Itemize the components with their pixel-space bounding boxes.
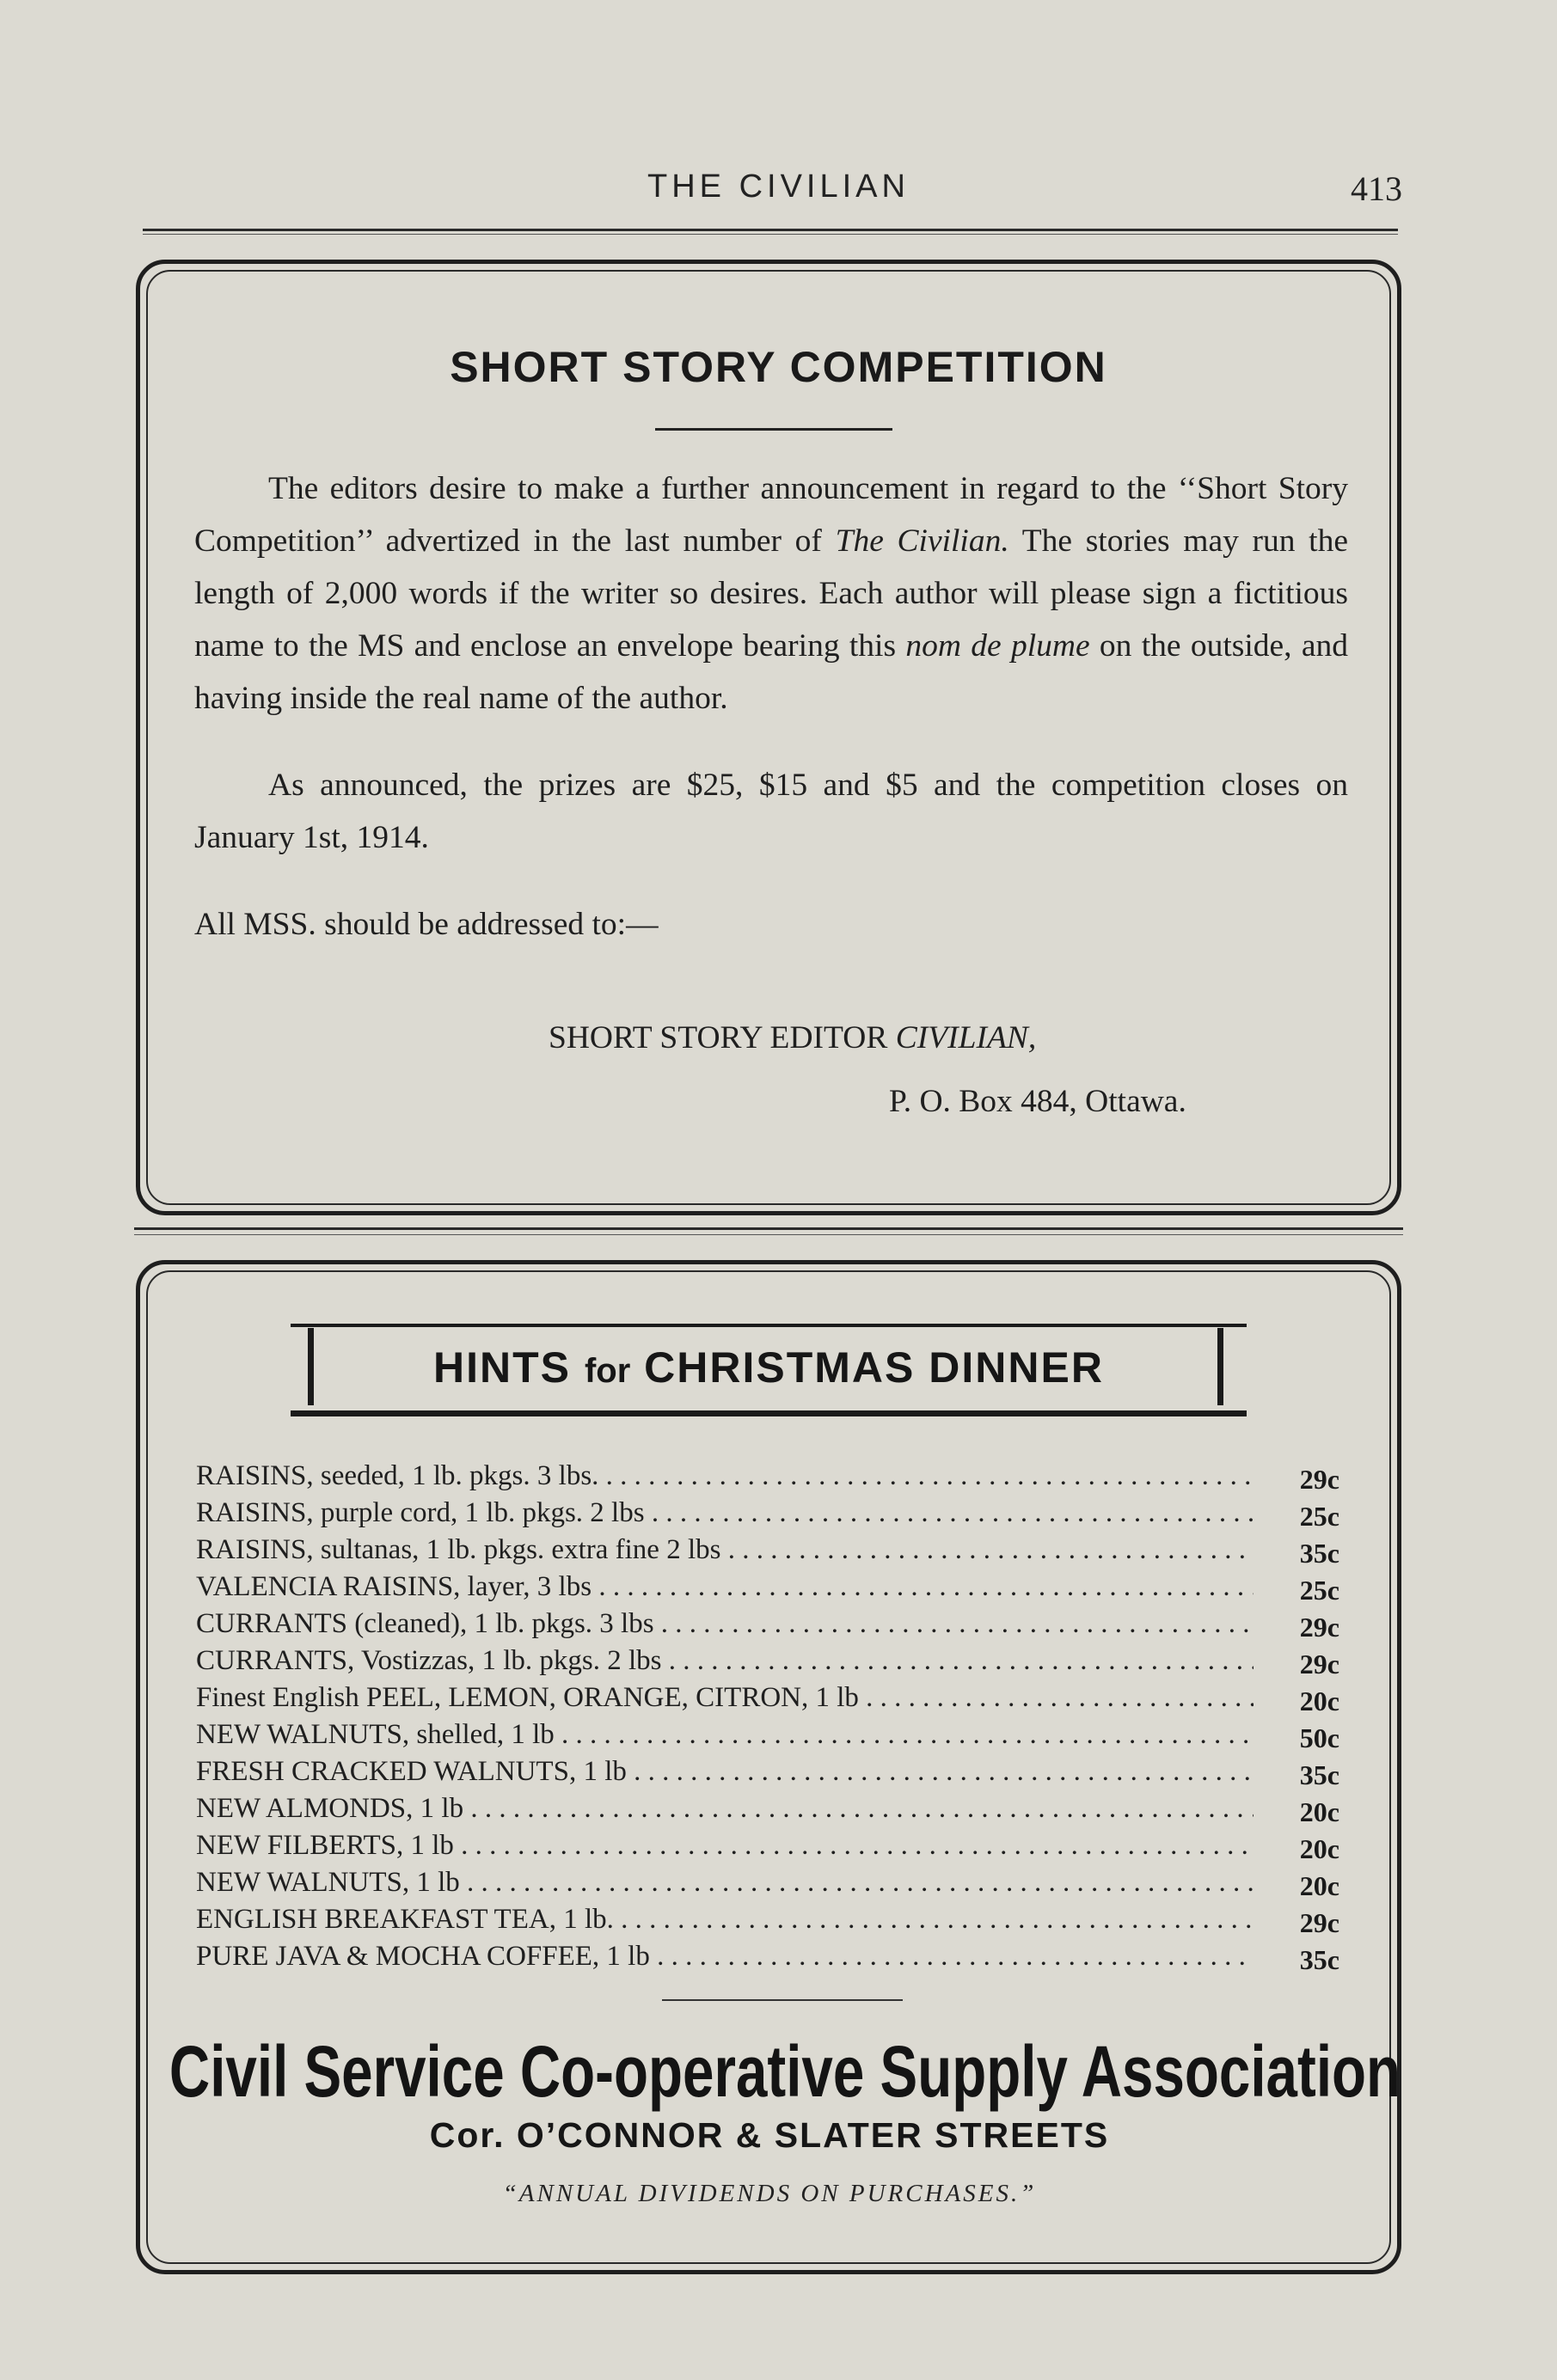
price-list-item: [196, 1938, 1339, 1975]
item-description: NEW WALNUTS, 1 lb . . .: [196, 1864, 1254, 1901]
association-name: Civil Service Co-operative Supply Association: [169, 2031, 1401, 2112]
paragraph-1-text-b: The stories may run the length of 2,000 words if the writer so desires. Each author will please sign a fictitious name to the MS and enclose an envelope bearing this: [194, 523, 1348, 664]
announcement-title: SHORT STORY COMPETITION: [450, 343, 1107, 391]
price-list-item: [196, 1901, 1339, 1938]
price-list-item: [196, 1753, 1339, 1790]
item-description: ENGLISH BREAKFAST TEA, 1 lb. . . .: [196, 1901, 1254, 1938]
item-description: RAISINS, seeded, 1 lb. pkgs. 3 lbs. . . .: [196, 1458, 1254, 1495]
price-list-item: [196, 1716, 1339, 1753]
address-prefix: SHORT STORY EDITOR: [549, 1020, 896, 1055]
item-description: VALENCIA RAISINS, layer, 3 lbs . . .: [196, 1569, 1254, 1606]
price-list-item: [196, 1532, 1339, 1569]
announcement-paragraph-3: All MSS. should be addressed to:—: [194, 907, 659, 942]
item-price: 35c: [1299, 1759, 1339, 1790]
item-price: 25c: [1299, 1501, 1339, 1532]
address-editor-line: [549, 1019, 1036, 1056]
item-description: FRESH CRACKED WALNUTS, 1 lb . . .: [196, 1753, 1254, 1790]
banner-title-part-a: HINTS: [433, 1343, 585, 1392]
advertisement-rule: [662, 1999, 903, 2001]
paragraph-1-text-a: The editors desire to make a further announcement in regard to the ‘‘Short Story Competition’’ advertized in the last number of: [194, 471, 1348, 559]
address-box-line: P. O. Box 484, Ottawa.: [889, 1084, 1186, 1119]
item-description: Finest English PEEL, LEMON, ORANGE, CITRON, 1 lb . . .: [196, 1679, 1254, 1716]
item-description: PURE JAVA & MOCHA COFFEE, 1 lb . . .: [196, 1938, 1254, 1975]
item-description: CURRANTS (cleaned), 1 lb. pkgs. 3 lbs . . .: [196, 1606, 1254, 1643]
announcement-body: [194, 462, 1348, 951]
item-price: 50c: [1299, 1722, 1339, 1753]
item-price: 20c: [1299, 1796, 1339, 1827]
title-underline: [655, 428, 892, 431]
price-list-item: [196, 1458, 1339, 1495]
address-journal-italic: CIVILIAN,: [895, 1020, 1037, 1055]
price-list-item: [196, 1790, 1339, 1827]
journal-name-italic: The Civilian.: [835, 523, 1009, 559]
item-price: 20c: [1299, 1686, 1339, 1716]
item-price: 29c: [1299, 1907, 1339, 1938]
price-list-item: [196, 1679, 1339, 1716]
item-price: 20c: [1299, 1870, 1339, 1901]
item-price: 35c: [1299, 1944, 1339, 1975]
item-description: NEW FILBERTS, 1 lb . . .: [196, 1827, 1254, 1864]
item-price: 35c: [1299, 1538, 1339, 1569]
price-list-item: [196, 1569, 1339, 1606]
price-list-item: [196, 1606, 1339, 1643]
association-address: Cor. O’CONNOR & SLATER STREETS: [429, 2115, 1110, 2155]
item-price: 29c: [1299, 1464, 1339, 1495]
association-motto: “ANNUAL DIVIDENDS ON PURCHASES.”: [502, 2180, 1037, 2207]
item-price: 25c: [1299, 1575, 1339, 1606]
page-number: 413: [1351, 169, 1402, 208]
nom-de-plume-italic: nom de plume: [905, 628, 1090, 664]
section-divider-thin: [134, 1234, 1403, 1235]
item-description: NEW WALNUTS, shelled, 1 lb . . .: [196, 1716, 1254, 1753]
section-divider: [134, 1227, 1403, 1230]
item-description: RAISINS, purple cord, 1 lb. pkgs. 2 lbs . . .: [196, 1495, 1254, 1532]
announcement-paragraph-1: [194, 462, 1348, 725]
item-description: RAISINS, sultanas, 1 lb. pkgs. extra fine 2 lbs . . .: [196, 1532, 1254, 1569]
journal-title: THE CIVILIAN: [647, 168, 910, 205]
running-header: [0, 168, 1557, 220]
banner-title-part-b: CHRISTMAS DINNER: [630, 1343, 1104, 1392]
header-rule-thin: [143, 234, 1398, 235]
paragraph-1-text-c: on the outside, and having inside the real name of the author.: [194, 628, 1348, 716]
announcement-paragraph-2: As announced, the prizes are $25, $15 and $5 and the competition closes on January 1st, 1914.: [194, 768, 1348, 855]
item-price: 20c: [1299, 1833, 1339, 1864]
price-list-item: [196, 1827, 1339, 1864]
banner-title-for: for: [584, 1352, 631, 1390]
header-rule: [143, 229, 1398, 231]
item-description: CURRANTS, Vostizzas, 1 lb. pkgs. 2 lbs . . .: [196, 1643, 1254, 1679]
item-price: 29c: [1299, 1612, 1339, 1643]
item-description: NEW ALMONDS, 1 lb . . .: [196, 1790, 1254, 1827]
hints-banner-title: [291, 1343, 1247, 1392]
price-list-item: [196, 1864, 1339, 1901]
price-list-item: [196, 1643, 1339, 1679]
item-price: 29c: [1299, 1649, 1339, 1679]
price-list-item: [196, 1495, 1339, 1532]
